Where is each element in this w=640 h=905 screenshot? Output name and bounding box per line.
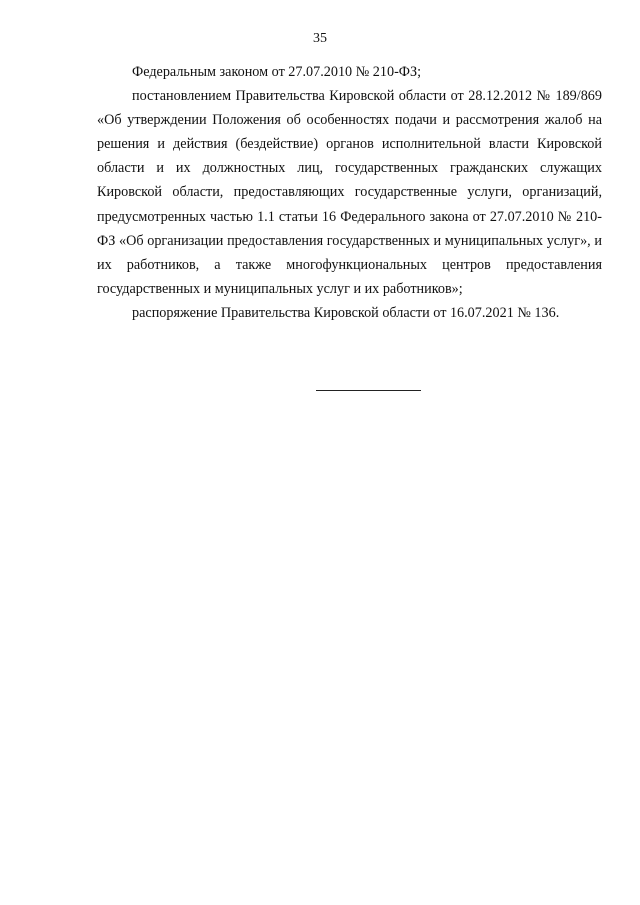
paragraph-government-resolution: постановлением Правительства Кировской области от 28.12.2012 № 189/869 «Об утверждении Положения об особенностях подачи и рассмотрения жалоб на решения и действия (бездействие) органов исполнительной власти Кировской области и их должностных лиц, государственных гражданских служащих Кировской области, предоставляющих государственные услуги, организаций, предусмотренных частью 1.1 статьи 16 Федерального закона от 27.07.2010 № 210-ФЗ «Об организации предоставления государственных и муниципальных услуг», и их работников, а также многофункциональных центров предоставления государственных и муниципальных услуг и их работников»; xyxy=(97,88,602,297)
page-number: 35 xyxy=(313,31,327,46)
paragraph-federal-law: Федеральным законом от 27.07.2010 № 210-ФЗ; xyxy=(132,64,422,80)
document-body xyxy=(97,60,602,325)
paragraph-government-order: распоряжение Правительства Кировской области от 16.07.2021 № 136. xyxy=(132,304,560,321)
end-divider xyxy=(316,390,421,391)
